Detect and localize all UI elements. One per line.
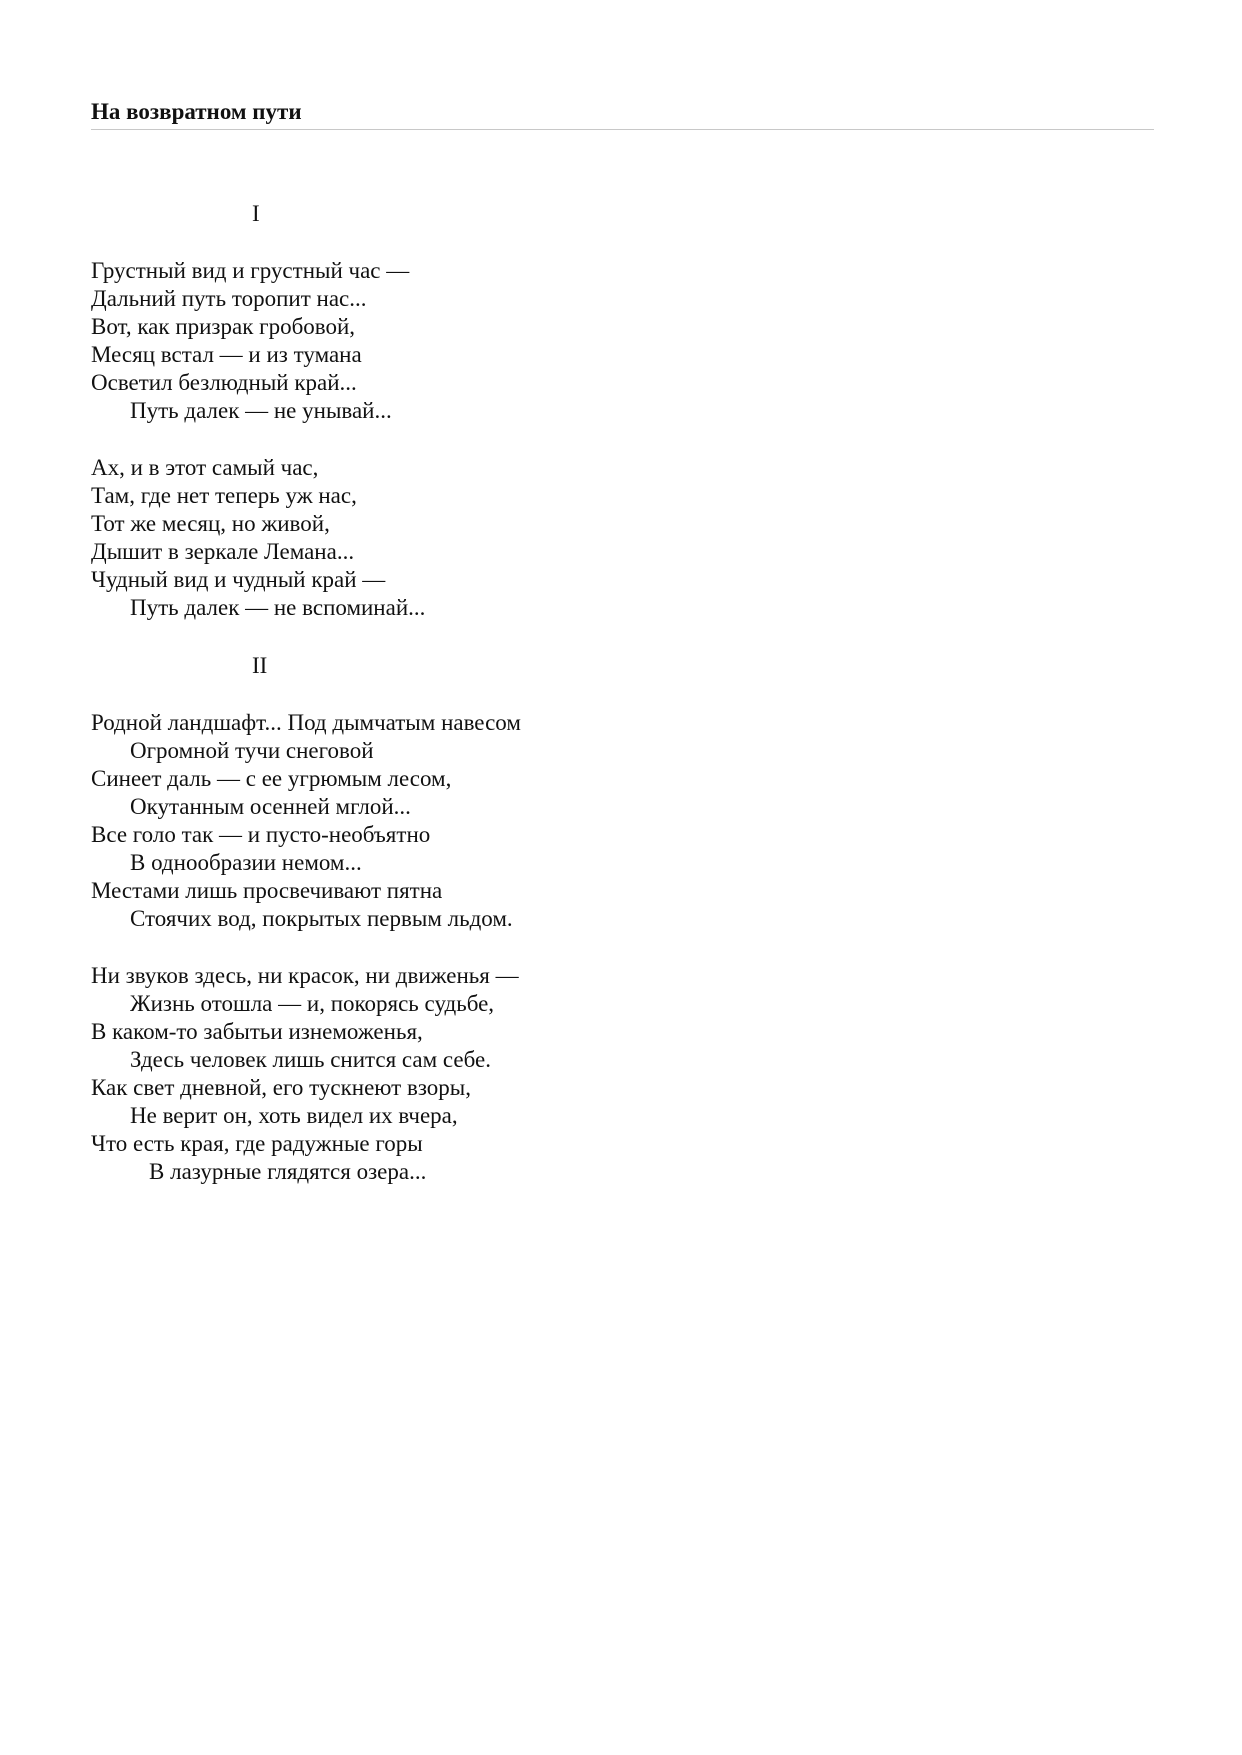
verse-line: В лазурные глядятся озера... <box>149 1159 427 1184</box>
verse-line: Дальний путь торопит нас... <box>91 286 367 311</box>
verse-line: Месяц встал — и из тумана <box>91 342 362 367</box>
verse-line: Ни звуков здесь, ни красок, ни движенья — <box>91 963 519 988</box>
verse-line: Все голо так — и пусто-необъятно <box>91 822 431 847</box>
verse-line: Жизнь отошла — и, покорясь судьбе, <box>130 991 495 1016</box>
verse-line: Осветил безлюдный край... <box>91 370 357 395</box>
title-divider <box>91 129 1154 130</box>
verse-line: Синеет даль — с ее угрюмым лесом, <box>91 766 452 791</box>
verse-line: Там, где нет теперь уж нас, <box>91 483 357 508</box>
verse-line: Что есть края, где радужные горы <box>91 1131 423 1156</box>
verse-line: Здесь человек лишь снится сам себе. <box>130 1047 491 1072</box>
part-number: II <box>252 653 268 678</box>
verse-line: Местами лишь просвечивают пятна <box>91 878 443 903</box>
verse-line: Путь далек — не унывай... <box>130 398 392 423</box>
verse-line: Ах, и в этот самый час, <box>91 455 319 480</box>
verse-line: В однообразии немом... <box>130 850 362 875</box>
verse-line: Путь далек — не вспоминай... <box>130 595 426 620</box>
verse-line: Дышит в зеркале Лемана... <box>91 539 355 564</box>
verse-line: Грустный вид и грустный час — <box>91 258 410 283</box>
verse-line: Окутанным осенней мглой... <box>130 794 411 819</box>
verse-line: Не верит он, хоть видел их вчера, <box>130 1103 458 1128</box>
verse-line: Родной ландшафт... Под дымчатым навесом <box>91 710 521 735</box>
verse-line: Стоячих вод, покрытых первым льдом. <box>130 906 513 931</box>
verse-line: Как свет дневной, его тускнеют взоры, <box>91 1075 471 1100</box>
verse-line: В каком-то забытьи изнеможенья, <box>91 1019 423 1044</box>
verse-line: Вот, как призрак гробовой, <box>91 314 356 339</box>
verse-line: Огромной тучи снеговой <box>130 738 374 763</box>
verse-line: Тот же месяц, но живой, <box>91 511 330 536</box>
part-number: I <box>252 201 260 226</box>
poem-title: На возвратном пути <box>91 99 302 124</box>
verse-line: Чудный вид и чудный край — <box>91 567 386 592</box>
